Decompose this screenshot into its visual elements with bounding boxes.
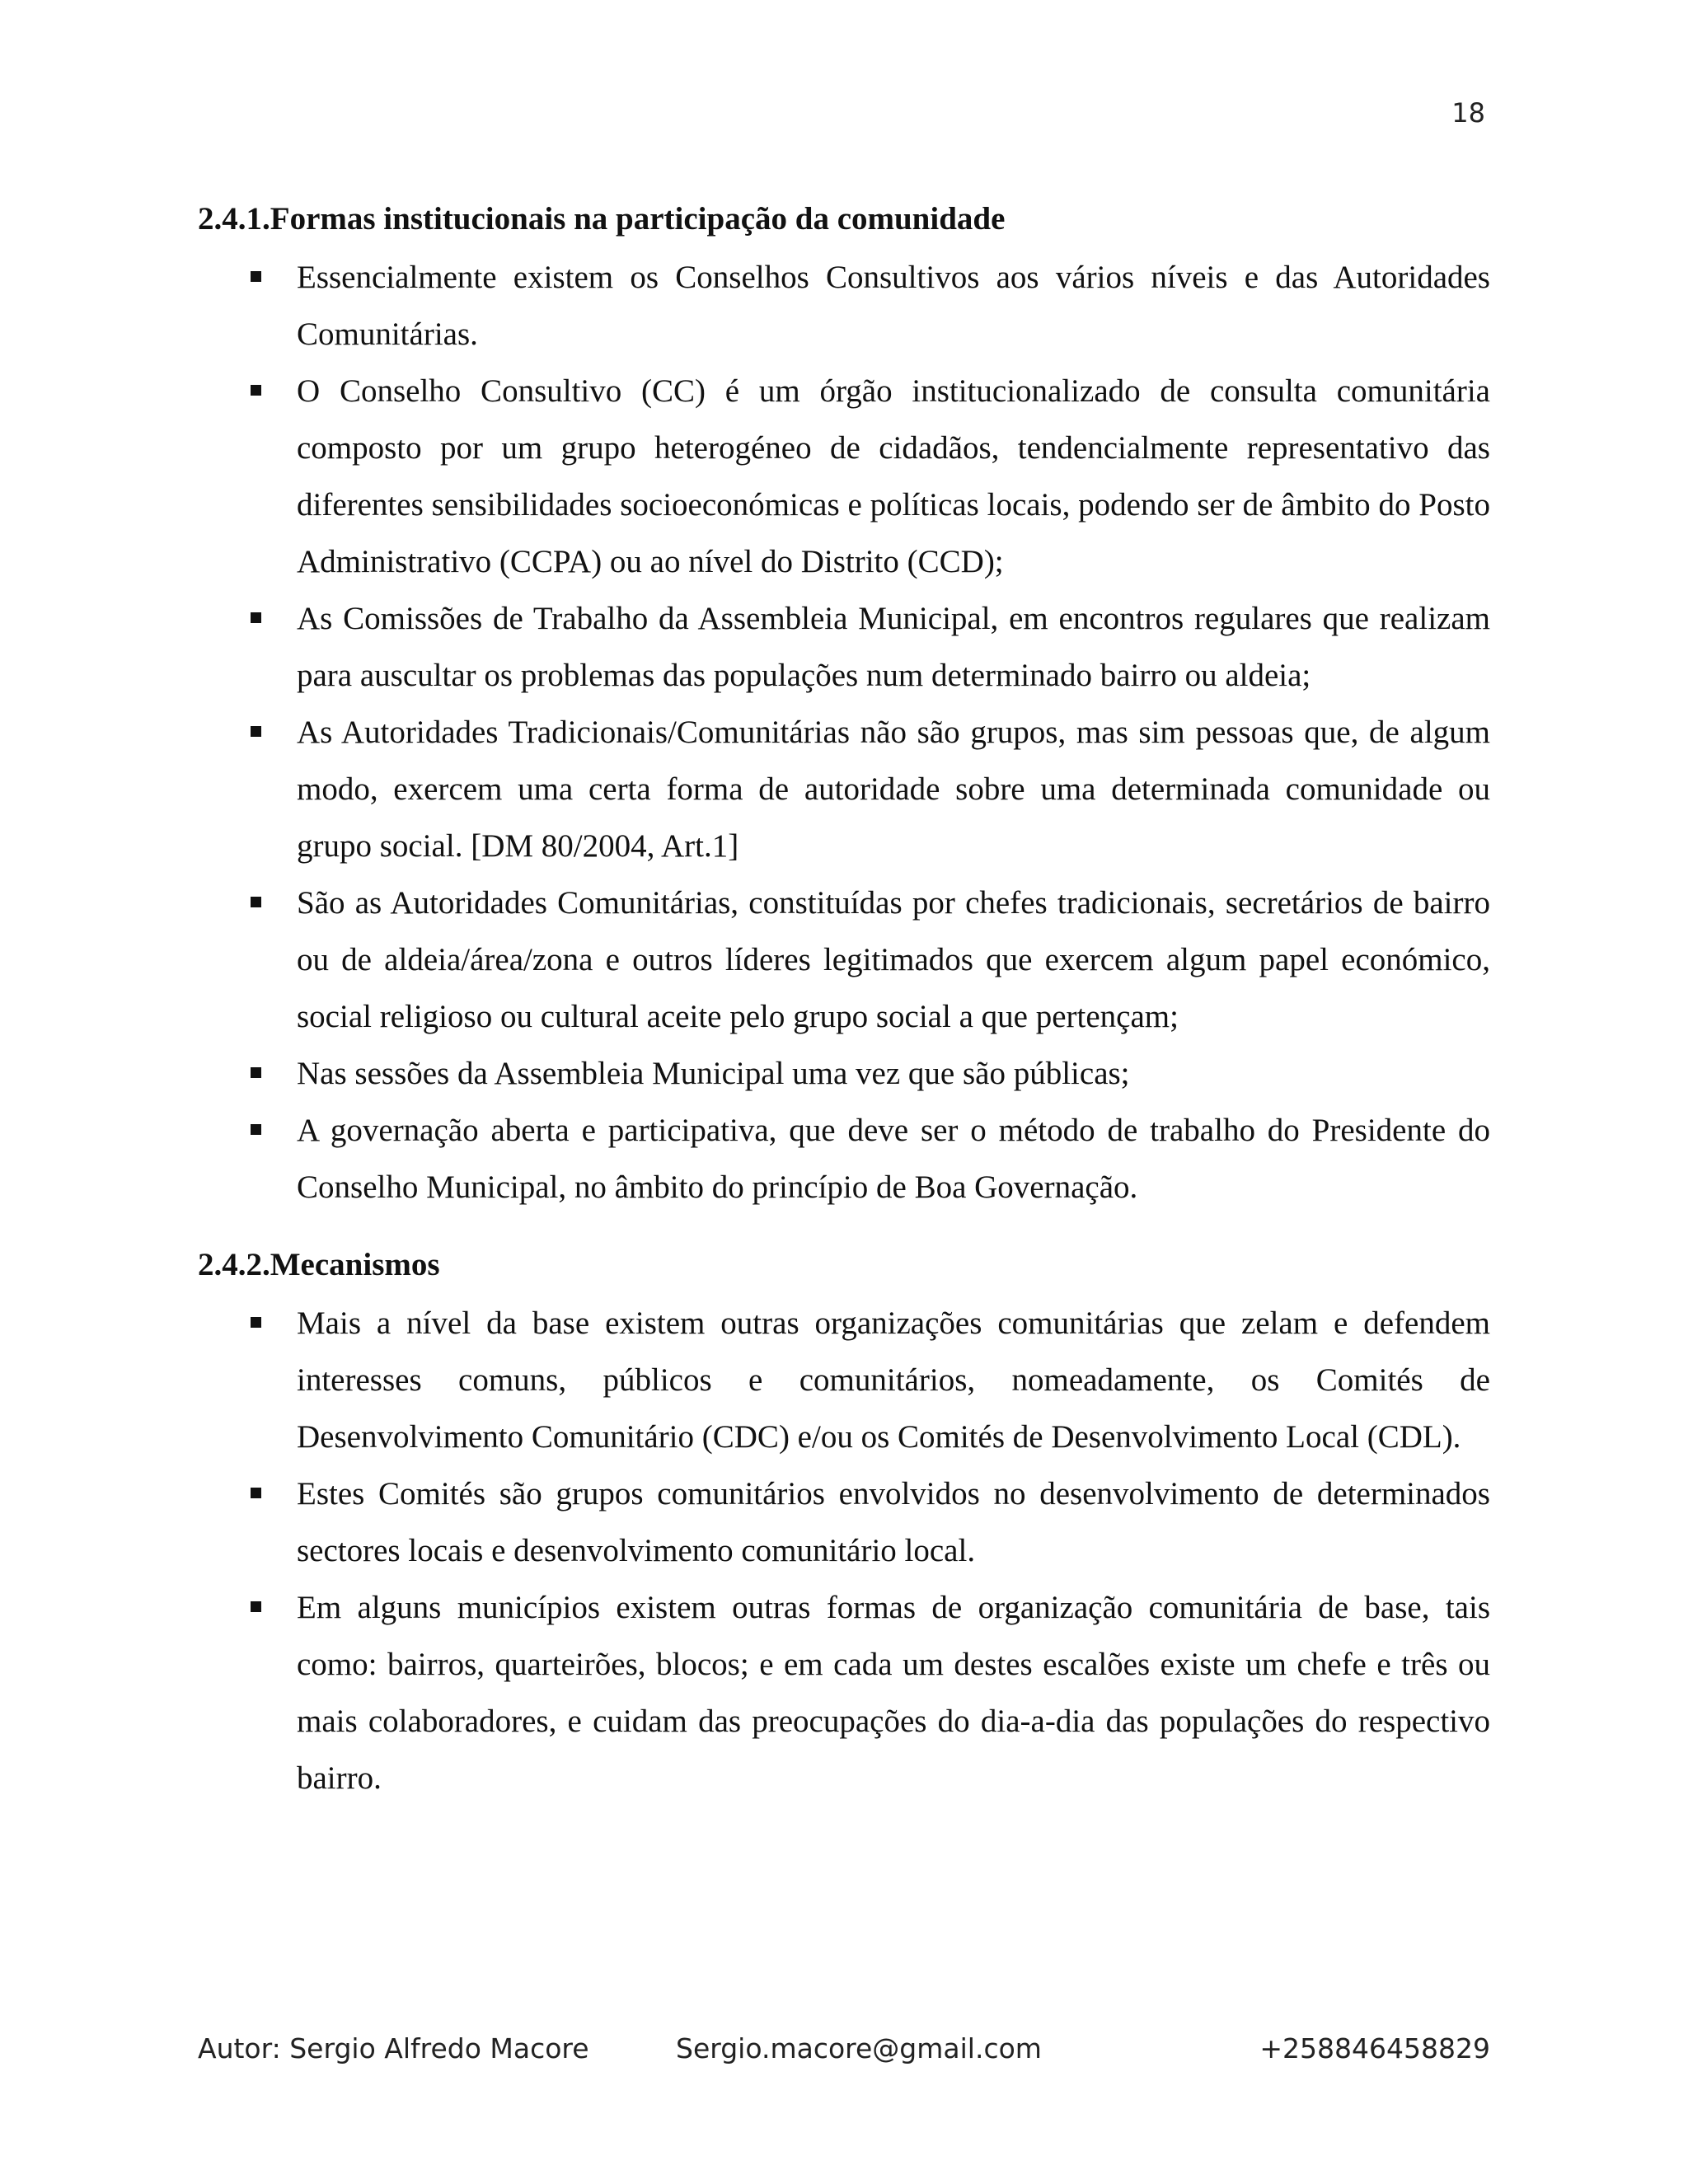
list-item-text: Nas sessões da Assembleia Municipal uma vez que são públicas; bbox=[297, 1056, 1130, 1091]
list-item bbox=[198, 1465, 1490, 1579]
list-item-text: Estes Comités são grupos comunitários envolvidos no desenvolvimento de determinados sectores locais e desenvolvimento comunitário local. bbox=[297, 1476, 1490, 1568]
list-item bbox=[198, 1579, 1490, 1807]
list-item bbox=[198, 874, 1490, 1045]
list-item bbox=[198, 249, 1490, 363]
list-item bbox=[198, 1102, 1490, 1216]
bullet-list bbox=[198, 249, 1490, 1216]
page-footer bbox=[198, 2032, 1490, 2069]
square-bullet-icon bbox=[251, 1124, 261, 1135]
list-item-text: As Comissões de Trabalho da Assembleia Municipal, em encontros regulares que realizam para auscultar os problemas das populações num determinado bairro ou aldeia; bbox=[297, 601, 1490, 693]
footer-email: Sergio.macore@gmail.com bbox=[676, 2032, 1042, 2064]
list-item-text: Em alguns municípios existem outras formas de organização comunitária de base, tais como: bairros, quarteirões, blocos; e em cada um destes escalões existe um chefe e três ou mais colaboradores, e cuidam das preocupações do dia-a-dia das populações do respectivo bairro. bbox=[297, 1590, 1490, 1796]
list-item bbox=[198, 704, 1490, 874]
square-bullet-icon bbox=[251, 1488, 261, 1498]
list-item-text: São as Autoridades Comunitárias, constituídas por chefes tradicionais, secretários de bairro ou de aldeia/área/zona e outros líderes legitimados que exercem algum papel económico, social religioso ou cultural aceite pelo grupo social a que pertençam; bbox=[297, 885, 1490, 1034]
list-item bbox=[198, 1045, 1490, 1102]
section-mecanismos bbox=[198, 1242, 1490, 1807]
square-bullet-icon bbox=[251, 385, 261, 396]
footer-phone: +258846458829 bbox=[1259, 2032, 1490, 2064]
list-item bbox=[198, 363, 1490, 590]
list-item-text: A governação aberta e participativa, que deve ser o método de trabalho do Presidente do Conselho Municipal, no âmbito do princípio de Boa Governação. bbox=[297, 1113, 1490, 1205]
square-bullet-icon bbox=[251, 1067, 261, 1078]
square-bullet-icon bbox=[251, 271, 261, 282]
square-bullet-icon bbox=[251, 1317, 261, 1328]
list-item-text: Essencialmente existem os Conselhos Consultivos aos vários níveis e das Autoridades Comunitárias. bbox=[297, 260, 1490, 352]
document-body bbox=[198, 196, 1490, 1807]
footer-author: Autor: Sergio Alfredo Macore bbox=[198, 2032, 589, 2064]
list-item-text: Mais a nível da base existem outras organizações comunitárias que zelam e defendem interesses comuns, públicos e comunitários, nomeadamente, os Comités de Desenvolvimento Comunitário (CDC) e/ou os Comités de Desenvolvimento Local (CDL). bbox=[297, 1305, 1490, 1455]
list-item bbox=[198, 590, 1490, 704]
square-bullet-icon bbox=[251, 897, 261, 907]
bullet-list bbox=[198, 1295, 1490, 1807]
list-item-text: As Autoridades Tradicionais/Comunitárias não são grupos, mas sim pessoas que, de algum modo, exercem uma certa forma de autoridade sobre uma determinada comunidade ou grupo social. [DM 80/2004, Art.1] bbox=[297, 715, 1490, 864]
square-bullet-icon bbox=[251, 612, 261, 623]
section-heading: 2.4.1.Formas institucionais na participação da comunidade bbox=[198, 201, 1006, 237]
section-heading: 2.4.2.Mecanismos bbox=[198, 1247, 440, 1282]
page-number: 18 bbox=[1451, 97, 1485, 129]
square-bullet-icon bbox=[251, 1601, 261, 1612]
section-formas-institucionais bbox=[198, 196, 1490, 1216]
list-item bbox=[198, 1295, 1490, 1465]
square-bullet-icon bbox=[251, 726, 261, 737]
list-item-text: O Conselho Consultivo (CC) é um órgão institucionalizado de consulta comunitária composto por um grupo heterogéneo de cidadãos, tendencialmente representativo das diferentes sensibilidades socioeconómicas e políticas locais, podendo ser de âmbito do Posto Administrativo (CCPA) ou ao nível do Distrito (CCD); bbox=[297, 373, 1490, 579]
